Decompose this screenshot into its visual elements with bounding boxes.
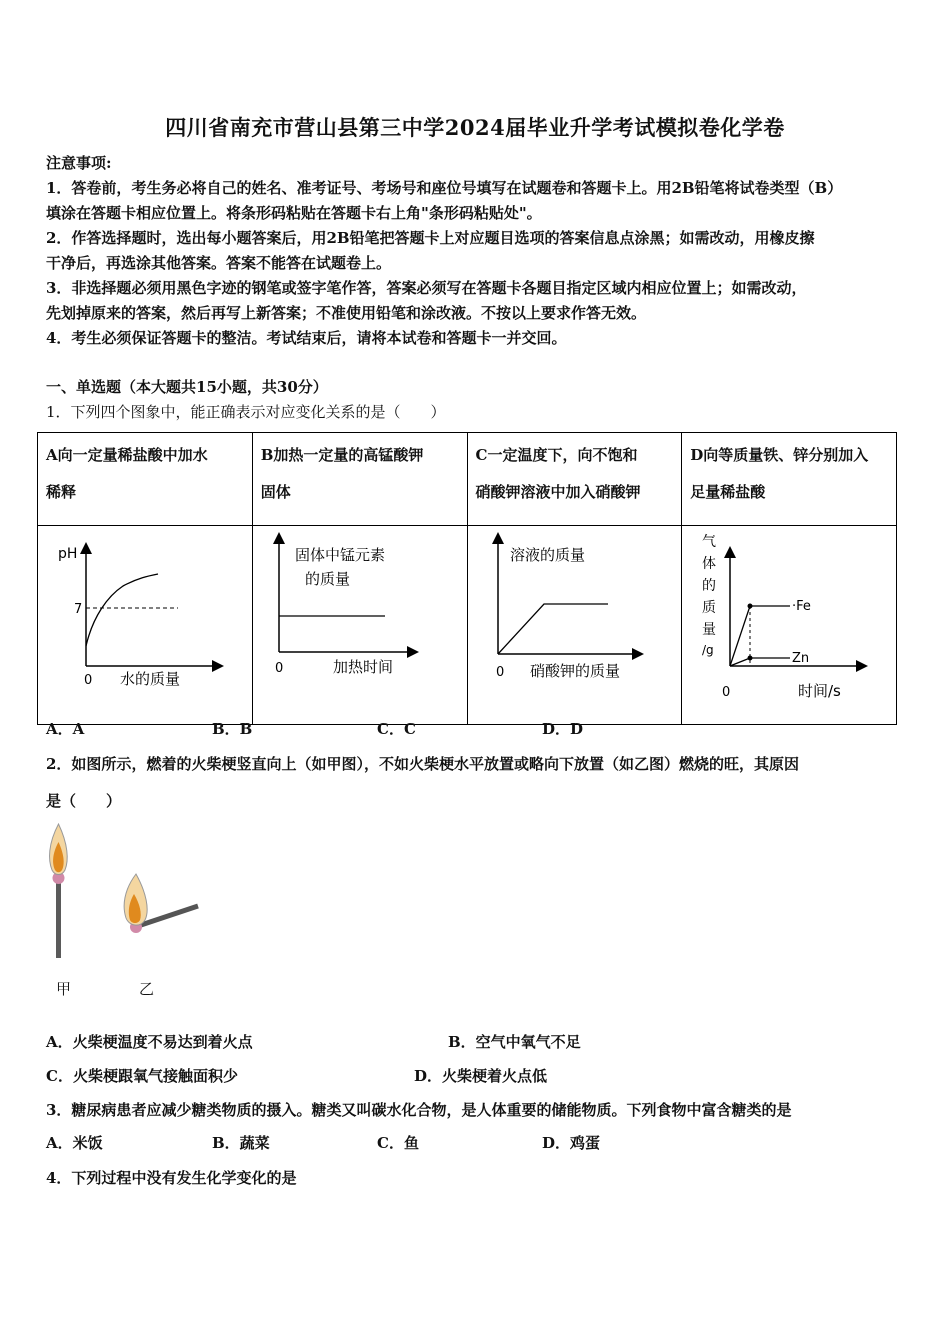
y-label-char: /g [702, 643, 714, 657]
x-label: 时间/s [798, 682, 842, 700]
notice-line: 先划掉原来的答案，然后再写上新答案；不准使用铅笔和涂改液。不按以上要求作答无效。 [46, 304, 647, 322]
q2-stem-line2: 是（ ） [46, 792, 122, 810]
y-tick-7: 7 [74, 602, 83, 617]
notice-line: 1．答卷前，考生务必将自己的姓名、准考证号、考场号和座位号填写在试题卷和答题卡上。用2B铅笔将试卷类型（B） [46, 179, 843, 197]
y-label: 溶液的质量 [509, 546, 585, 564]
fe-point [748, 604, 753, 609]
y-label: pH [58, 546, 78, 562]
y-label-char: 的 [702, 578, 717, 594]
q2-option-c[interactable]: C．火柴梗跟氧气接触面积少 [46, 1067, 238, 1085]
solution-mass-line [498, 604, 608, 654]
q1-graph-c-cell [467, 526, 682, 725]
notice-line: 填涂在答题卡相应位置上。将条形码粘贴在答题卡右上角"条形码粘贴处"。 [46, 204, 542, 222]
fe-label: ·Fe [792, 599, 812, 614]
q1-header-d: D向等质量铁、锌分别加入 足量稀盐酸 [682, 433, 897, 526]
zn-point [748, 656, 753, 661]
notice-line: 3．非选择题必须用黑色字迹的钢笔或签字笔作答，答案必须写在答题卡各题目指定区域内相应位置上；如需改动， [46, 279, 807, 297]
q1-option-a[interactable]: A．A [46, 720, 85, 738]
label-yi: 乙 [139, 980, 155, 998]
graph-a [38, 526, 251, 720]
q1-option-b[interactable]: B．B [212, 720, 253, 738]
x-label: 硝酸钾的质量 [529, 662, 620, 680]
q3-option-c[interactable]: C．鱼 [377, 1134, 419, 1152]
matches-illustration [40, 820, 220, 1000]
origin-label: 0 [274, 661, 284, 676]
ph-curve [86, 574, 158, 646]
notice-heading: 注意事项: [46, 154, 112, 172]
origin-label: 0 [84, 673, 93, 688]
notice-line: 4．考生必须保证答题卡的整洁。考试结束后，请将本试卷和答题卡一并交回。 [46, 329, 567, 347]
q1-graph-b-cell [252, 526, 467, 725]
match-jia-stick [56, 878, 61, 958]
q3-option-d[interactable]: D．鸡蛋 [542, 1134, 601, 1152]
y-label-char: 体 [702, 556, 717, 572]
q2-option-d[interactable]: D．火柴梗着火点低 [414, 1067, 548, 1085]
section-heading: 一、单选题（本大题共15小题，共30分） [46, 378, 328, 396]
y-label-char: 质 [702, 600, 717, 616]
q1-option-d[interactable]: D．D [542, 720, 584, 738]
q1-options-table [37, 432, 897, 725]
zn-label: Zn [792, 651, 810, 666]
y-label-line1: 固体中锰元素 [294, 546, 385, 564]
notice-line: 干净后，再选涂其他答案。答案不能答在试题卷上。 [46, 254, 392, 272]
q1-option-c[interactable]: C．C [377, 720, 416, 738]
q1-graph-d-cell [682, 526, 897, 725]
q4-stem: 4．下列过程中没有发生化学变化的是 [46, 1169, 297, 1187]
y-label-char: 量 [702, 622, 717, 638]
q1-header-c: C一定温度下，向不饱和 硝酸钾溶液中加入硝酸钾 [467, 433, 682, 526]
x-label: 水的质量 [120, 670, 181, 688]
q1-header-a: A向一定量稀盐酸中加水 稀释 [38, 433, 253, 526]
label-jia: 甲 [56, 980, 72, 998]
x-label: 加热时间 [332, 658, 393, 676]
graph-d [682, 526, 895, 720]
q3-stem: 3．糖尿病患者应减少糖类物质的摄入。糖类又叫碳水化合物，是人体重要的储能物质。下列食物中富含糖类的是 [46, 1101, 792, 1119]
graph-c [468, 526, 681, 720]
q1-graph-a-cell [38, 526, 253, 725]
zn-rise-line [730, 658, 750, 666]
y-label-char: 气 [702, 534, 717, 550]
notice-line: 2．作答选择题时，选出每小题答案后，用2B铅笔把答题卡上对应题目选项的答案信息点涂黑；如需改动，用橡皮擦 [46, 229, 815, 247]
q2-stem-line1: 2．如图所示，燃着的火柴梗竖直向上（如甲图），不如火柴梗水平放置或略向下放置（如乙图）燃烧的旺，其原因 [46, 755, 799, 773]
fe-rise-line [730, 606, 750, 666]
origin-label: 0 [722, 685, 731, 700]
q3-option-b[interactable]: B．蔬菜 [212, 1134, 270, 1152]
q2-option-b[interactable]: B．空气中氧气不足 [448, 1033, 581, 1051]
q3-option-a[interactable]: A．米饭 [46, 1134, 103, 1152]
q2-option-a[interactable]: A．火柴梗温度不易达到着火点 [46, 1033, 253, 1051]
page-title: 四川省南充市营山县第三中学2024届毕业升学考试模拟卷化学卷 [165, 115, 785, 140]
q1-stem: 1．下列四个图象中，能正确表示对应变化关系的是（ ） [46, 403, 446, 421]
q1-header-b: B加热一定量的高锰酸钾 固体 [252, 433, 467, 526]
origin-label: 0 [495, 665, 504, 680]
graph-b [253, 526, 466, 720]
y-label-line2: 的质量 [304, 570, 350, 588]
